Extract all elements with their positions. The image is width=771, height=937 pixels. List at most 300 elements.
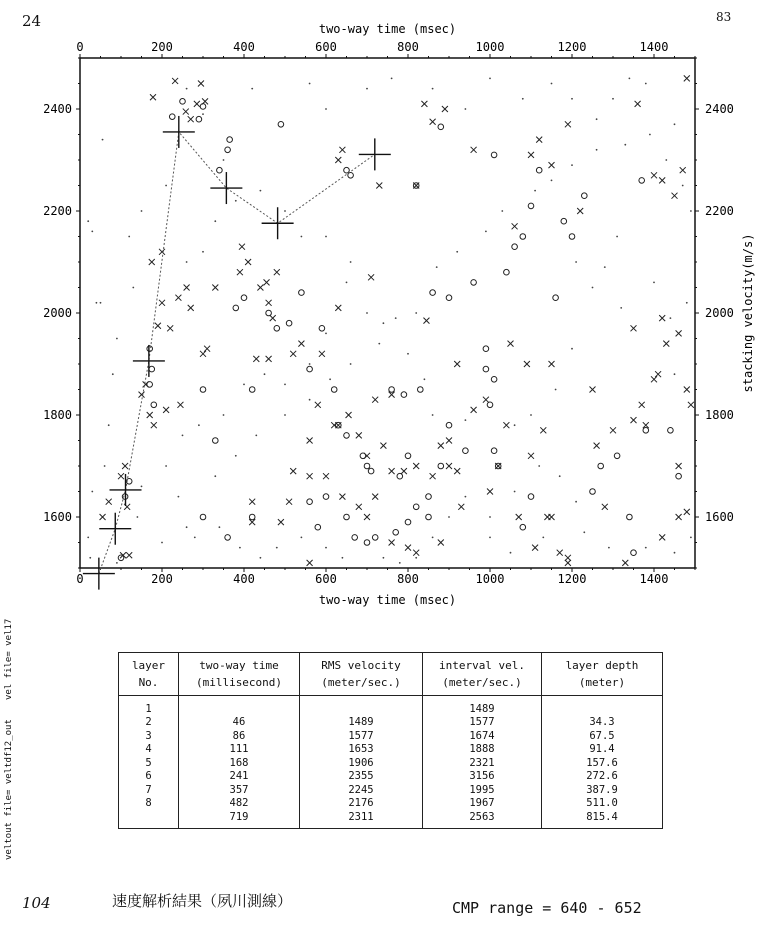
x-tick-label-top: 200 <box>151 40 173 54</box>
vel-file-label: vel file= vel17 <box>4 618 14 700</box>
x-mark <box>139 392 145 398</box>
x-tick-label-bottom: 1400 <box>639 572 669 586</box>
x-mark <box>549 162 555 168</box>
x-mark <box>442 106 448 112</box>
dot-mark <box>485 231 487 233</box>
dot-mark <box>325 547 327 549</box>
x-mark <box>659 315 665 321</box>
x-mark <box>198 81 204 87</box>
dot-mark <box>522 98 524 100</box>
x-mark <box>188 116 194 122</box>
x-mark <box>364 514 370 520</box>
dot-mark <box>456 251 458 253</box>
dot-mark <box>309 399 311 401</box>
y-tick-label-right: 1600 <box>705 510 734 524</box>
x-mark <box>106 499 112 505</box>
dot-mark <box>260 190 262 192</box>
x-mark <box>610 427 616 433</box>
y-tick-label-right: 2400 <box>705 102 734 116</box>
dot-mark <box>645 547 647 549</box>
dot-mark <box>186 261 188 263</box>
dot-mark <box>510 552 512 554</box>
table-row: 8 482 2176 1967 511.0 <box>119 797 663 811</box>
dot-mark <box>690 537 692 539</box>
dot-mark <box>87 537 89 539</box>
o-mark <box>233 305 239 311</box>
x-axis-label-bottom: two-way time (msec) <box>318 593 457 607</box>
dot-mark <box>223 414 225 416</box>
o-mark <box>483 366 489 372</box>
x-mark <box>188 305 194 311</box>
x-mark <box>159 300 165 306</box>
dot-mark <box>350 261 352 263</box>
x-mark <box>307 438 313 444</box>
x-mark <box>339 147 345 153</box>
dot-mark <box>214 220 216 222</box>
dot-mark <box>112 373 114 375</box>
o-mark <box>331 387 337 393</box>
o-mark <box>438 463 444 469</box>
o-mark <box>307 366 313 372</box>
dot-mark <box>325 236 327 238</box>
dot-mark <box>325 333 327 335</box>
header-depth: layer depth (meter) <box>542 653 663 696</box>
x-mark <box>183 109 189 115</box>
x-tick-label-top: 800 <box>397 40 419 54</box>
o-mark <box>278 122 284 128</box>
o-mark <box>668 428 674 434</box>
x-mark <box>315 402 321 408</box>
o-mark <box>151 402 157 408</box>
x-mark <box>298 341 304 347</box>
x-mark <box>688 402 694 408</box>
dot-mark <box>670 317 672 319</box>
x-tick-label-bottom: 600 <box>315 572 337 586</box>
x-mark <box>159 249 165 255</box>
dot-mark <box>223 159 225 161</box>
x-mark <box>524 361 530 367</box>
y-tick-label-left: 2000 <box>43 306 72 320</box>
dot-mark <box>489 78 491 80</box>
veltout-file-label: veltout file= veltdf12_out <box>4 719 14 860</box>
dot-mark <box>514 491 516 493</box>
dot-mark <box>653 282 655 284</box>
x-mark <box>512 223 518 229</box>
x-mark <box>446 463 452 469</box>
dot-mark <box>489 537 491 539</box>
y-tick-label-left: 1600 <box>43 510 72 524</box>
x-mark <box>264 279 270 285</box>
x-mark <box>413 550 419 556</box>
x-mark <box>471 407 477 413</box>
x-mark <box>155 323 161 329</box>
dot-mark <box>604 266 606 268</box>
o-mark <box>446 422 452 428</box>
o-mark <box>389 387 395 393</box>
velocity-pick <box>359 138 391 170</box>
o-mark <box>504 269 510 275</box>
dot-mark <box>132 287 134 289</box>
o-mark <box>225 147 231 153</box>
x-axis-label-top: two-way time (msec) <box>318 22 457 36</box>
dot-mark <box>214 475 216 477</box>
x-mark <box>286 499 292 505</box>
table-header-row <box>119 653 663 696</box>
x-mark <box>651 376 657 382</box>
x-mark <box>651 172 657 178</box>
o-mark <box>323 494 329 500</box>
x-mark <box>237 269 243 275</box>
o-mark <box>213 438 219 444</box>
x-mark <box>663 341 669 347</box>
x-mark <box>672 193 678 199</box>
dot-mark <box>501 210 503 212</box>
velocity-pick-line <box>99 132 375 574</box>
x-mark <box>676 463 682 469</box>
o-mark <box>200 104 206 110</box>
o-mark <box>274 326 280 332</box>
x-mark <box>335 305 341 311</box>
velocity-pick <box>163 116 195 148</box>
x-mark <box>565 121 571 127</box>
dot-mark <box>108 424 110 426</box>
x-mark <box>532 545 538 551</box>
o-mark <box>512 244 518 250</box>
o-mark <box>483 346 489 352</box>
o-mark <box>180 99 186 105</box>
x-mark <box>290 351 296 357</box>
x-tick-label-top: 1400 <box>639 40 669 54</box>
x-mark <box>266 300 272 306</box>
o-mark <box>249 387 255 393</box>
dot-mark <box>102 139 104 141</box>
x-tick-label-bottom: 0 <box>76 572 84 586</box>
table-row: 5 168 1906 2321 157.6 <box>119 756 663 770</box>
dot-mark <box>415 557 417 559</box>
dot-mark <box>301 537 303 539</box>
dot-mark <box>309 363 311 365</box>
o-mark <box>676 473 682 479</box>
dot-mark <box>571 164 573 166</box>
table-row: 2 46 1489 1577 34.3 <box>119 716 663 730</box>
header-interval: interval vel. (meter/sec.) <box>423 653 542 696</box>
dot-mark <box>596 118 598 120</box>
dot-mark <box>202 251 204 253</box>
x-mark <box>100 514 106 520</box>
x-tick-label-top: 1000 <box>475 40 505 54</box>
o-mark <box>319 326 325 332</box>
x-mark <box>577 208 583 214</box>
x-mark <box>204 346 210 352</box>
x-mark <box>454 361 460 367</box>
o-mark <box>299 290 305 296</box>
dot-mark <box>432 537 434 539</box>
dot-mark <box>391 78 393 80</box>
dot-mark <box>645 83 647 85</box>
o-mark <box>631 550 637 556</box>
o-mark <box>413 504 419 510</box>
x-tick-label-bottom: 800 <box>397 572 419 586</box>
x-mark <box>372 397 378 403</box>
dot-mark <box>465 496 467 498</box>
o-mark <box>368 468 374 474</box>
dot-mark <box>538 465 540 467</box>
dot-mark <box>674 123 676 125</box>
o-mark <box>520 234 526 240</box>
dot-mark <box>128 236 130 238</box>
y-tick-label-right: 2000 <box>705 306 734 320</box>
x-mark <box>245 259 251 265</box>
velocity-pick <box>110 474 142 506</box>
o-mark <box>217 167 223 173</box>
dot-mark <box>686 302 688 304</box>
o-mark <box>360 453 366 459</box>
x-mark <box>516 514 522 520</box>
dot-mark <box>571 348 573 350</box>
o-mark <box>196 116 202 122</box>
x-mark <box>557 550 563 556</box>
dot-mark <box>276 547 278 549</box>
o-mark <box>553 295 559 301</box>
dot-mark <box>383 322 385 324</box>
o-mark <box>463 448 469 454</box>
dot-mark <box>89 557 91 559</box>
cmp-range: CMP range = 640 - 652 <box>452 899 642 917</box>
dot-mark <box>264 373 266 375</box>
dot-mark <box>616 236 618 238</box>
dot-mark <box>649 134 651 136</box>
x-mark <box>126 552 132 558</box>
o-mark <box>405 519 411 525</box>
o-mark <box>149 366 155 372</box>
dot-mark <box>219 526 221 528</box>
o-mark <box>225 535 231 541</box>
o-mark <box>430 290 436 296</box>
x-mark <box>200 351 206 357</box>
dot-mark <box>301 236 303 238</box>
o-mark <box>614 453 620 459</box>
x-mark <box>655 371 661 377</box>
dot-mark <box>514 424 516 426</box>
dot-mark <box>329 378 331 380</box>
x-mark <box>150 94 156 100</box>
x-mark <box>339 494 345 500</box>
dot-mark <box>346 282 348 284</box>
o-mark <box>344 514 350 520</box>
o-mark <box>590 489 596 495</box>
x-mark <box>446 438 452 444</box>
o-mark <box>528 203 534 209</box>
x-mark <box>631 325 637 331</box>
o-mark <box>426 494 432 500</box>
x-mark <box>684 75 690 81</box>
x-mark <box>122 463 128 469</box>
y-tick-label-right: 2200 <box>705 204 734 218</box>
x-mark <box>389 468 395 474</box>
x-mark <box>274 269 280 275</box>
x-tick-label-top: 0 <box>76 40 84 54</box>
dot-mark <box>383 557 385 559</box>
x-tick-label-bottom: 200 <box>151 572 173 586</box>
dot-mark <box>596 149 598 151</box>
dot-mark <box>395 317 397 319</box>
o-mark <box>364 540 370 546</box>
x-mark <box>458 504 464 510</box>
o-mark <box>266 310 272 316</box>
page-number-left: 24 <box>22 12 42 30</box>
x-mark <box>239 244 245 250</box>
dot-mark <box>534 190 536 192</box>
x-mark <box>266 356 272 362</box>
x-mark <box>380 443 386 449</box>
x-mark <box>405 545 411 551</box>
dot-mark <box>87 220 89 222</box>
o-mark <box>598 463 604 469</box>
dot-mark <box>592 287 594 289</box>
x-mark <box>590 387 596 393</box>
dot-mark <box>665 159 667 161</box>
dot-mark <box>100 302 102 304</box>
y-tick-label-right: 1800 <box>705 408 734 422</box>
o-mark <box>491 152 497 158</box>
x-mark <box>249 499 255 505</box>
dot-mark <box>448 516 450 518</box>
o-mark <box>227 137 233 143</box>
o-mark <box>200 387 206 393</box>
x-tick-label-bottom: 400 <box>233 572 255 586</box>
plot-frame <box>80 58 695 568</box>
x-mark <box>184 285 190 291</box>
dot-mark <box>141 486 143 488</box>
o-mark <box>249 514 255 520</box>
x-mark <box>430 119 436 125</box>
x-mark <box>508 341 514 347</box>
x-mark <box>212 285 218 291</box>
dot-mark <box>116 562 118 564</box>
o-mark <box>147 346 153 352</box>
results-table <box>118 652 663 829</box>
dot-mark <box>551 180 553 182</box>
x-mark <box>544 514 550 520</box>
dot-mark <box>612 98 614 100</box>
y-tick-label-left: 1800 <box>43 408 72 422</box>
x-mark <box>421 101 427 107</box>
o-mark <box>307 499 313 505</box>
o-mark <box>487 402 493 408</box>
dot-mark <box>141 210 143 212</box>
dot-mark <box>161 542 163 544</box>
o-mark <box>639 178 645 184</box>
dot-mark <box>366 312 368 314</box>
table-row: 1 1489 <box>119 696 663 716</box>
dot-mark <box>186 88 188 90</box>
dot-mark <box>366 88 368 90</box>
x-mark <box>680 167 686 173</box>
o-mark <box>561 218 567 224</box>
dot-mark <box>116 338 118 340</box>
dot-mark <box>239 547 241 549</box>
table-row: 6 241 2355 3156 272.6 <box>119 770 663 784</box>
x-mark <box>290 468 296 474</box>
o-mark <box>418 387 424 393</box>
dot-mark <box>608 547 610 549</box>
x-mark <box>323 473 329 479</box>
dot-mark <box>399 562 401 564</box>
x-mark <box>659 177 665 183</box>
x-mark <box>151 422 157 428</box>
x-mark <box>438 443 444 449</box>
x-mark <box>356 432 362 438</box>
o-mark <box>147 382 153 388</box>
x-mark <box>622 560 628 566</box>
o-mark <box>169 114 175 120</box>
dot-mark <box>489 516 491 518</box>
table-row: 4 111 1653 1888 91.4 <box>119 743 663 757</box>
dot-mark <box>575 501 577 503</box>
dot-mark <box>342 557 344 559</box>
dot-mark <box>325 108 327 110</box>
bottom-page-number: 104 <box>22 894 51 912</box>
x-mark <box>430 473 436 479</box>
x-mark <box>528 453 534 459</box>
o-mark <box>393 530 399 536</box>
o-mark <box>528 494 534 500</box>
dot-mark <box>465 108 467 110</box>
dot-mark <box>284 414 286 416</box>
dot-mark <box>235 200 237 202</box>
dot-mark <box>202 113 204 115</box>
x-mark <box>194 101 200 107</box>
dot-mark <box>424 378 426 380</box>
x-mark <box>565 555 571 561</box>
dot-mark <box>530 414 532 416</box>
o-mark <box>241 295 247 301</box>
o-mark <box>401 392 407 398</box>
o-mark <box>627 514 633 520</box>
x-mark <box>163 407 169 413</box>
dot-mark <box>251 88 253 90</box>
o-mark <box>344 433 350 439</box>
dot-mark <box>104 465 106 467</box>
x-mark <box>307 560 313 566</box>
dot-mark <box>96 302 98 304</box>
o-mark <box>569 234 575 240</box>
table-row: 7 357 2245 1995 387.9 <box>119 783 663 797</box>
dot-mark <box>194 537 196 539</box>
o-mark <box>491 377 497 383</box>
dot-mark <box>583 531 585 533</box>
dot-mark <box>620 307 622 309</box>
x-mark <box>368 274 374 280</box>
dot-mark <box>559 475 561 477</box>
x-mark <box>319 351 325 357</box>
x-mark <box>528 152 534 158</box>
dot-mark <box>571 98 573 100</box>
dot-mark <box>407 353 409 355</box>
o-mark <box>315 524 321 530</box>
dot-mark <box>178 496 180 498</box>
dot-mark <box>235 455 237 457</box>
o-mark <box>446 295 452 301</box>
x-mark <box>278 519 284 525</box>
x-mark <box>118 473 124 479</box>
x-tick-label-top: 600 <box>315 40 337 54</box>
dot-mark <box>284 210 286 212</box>
dot-mark <box>682 185 684 187</box>
x-mark <box>684 387 690 393</box>
x-mark <box>147 412 153 418</box>
dot-mark <box>378 343 380 345</box>
